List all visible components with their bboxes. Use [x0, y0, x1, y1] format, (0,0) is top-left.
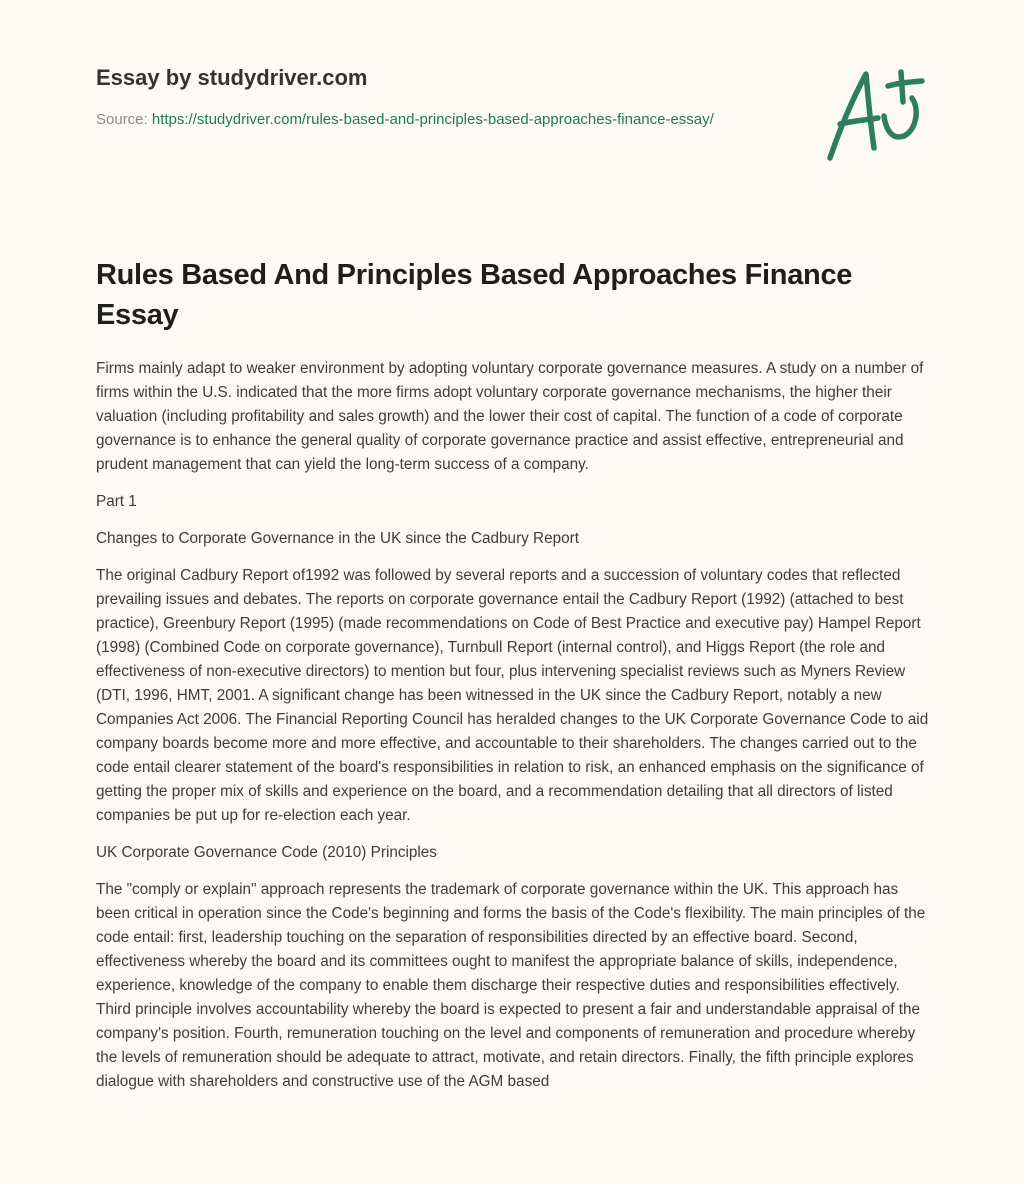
a-plus-icon	[818, 66, 930, 166]
source-label: Source:	[96, 111, 148, 128]
section-label: Part 1	[96, 493, 137, 510]
section-heading: UK Corporate Governance Code (2010) Principles	[96, 844, 437, 861]
body-paragraph: The "comply or explain" approach represents the trademark of corporate governance within the UK. This approach has been critical in operation since the Code's beginning and forms the basis of the Code's flexibility. The main principles of the code entail: first, leadership touching on the separation of responsibilities directed by an effective board. Second, effectiveness whereby the board and its committees ought to manifest the appropriate balance of skills, independence, experience, knowledge of the company to enable them discharge their respective duties and responsibilities effectively. Third principle involves accountability whereby the board is expected to present a fair and understandable appraisal of the company's position. Fourth, remuneration touching on the level and components of remuneration and procedure whereby the levels of remuneration should be adequate to attract, motivate, and retain directors. Finally, the fifth principle explores dialogue with shareholders and constructive use of the AGM based	[96, 881, 926, 1090]
article	[96, 255, 934, 1107]
site-title: Essay by studydriver.com	[96, 65, 368, 90]
source-line	[96, 108, 776, 132]
source-link[interactable]: https://studydriver.com/rules-based-and-principles-based-approaches-finance-essay/	[151, 111, 714, 128]
body-paragraph: The original Cadbury Report of1992 was followed by several reports and a succession of voluntary codes that reflected prevailing issues and debates. The reports on corporate governance entail the Cadbury Report (1992) (attached to best practice), Greenbury Report (1995) (made recommendations on Code of Best Practice and executive pay) Hampel Report (1998) (Combined Code on corporate governance), Turnbull Report (internal control), and Higgs Report (the role and effectiveness of non-executive directors) to mention but four, plus intervening specialist reviews such as Myners Review (DTI, 1996, HMT, 2001. A significant change has been witnessed in the UK since the Cadbury Report, notably a new Companies Act 2006. The Financial Reporting Council has heralded changes to the UK Corporate Governance Code to aid company boards become more and more effective, and accountable to their shareholders. The changes carried out to the code entail clearer statement of the board's responsibilities in relation to risk, an enhanced emphasis on the significance of getting the proper mix of skills and experience on the board, and a recommendation detailing that all directors of listed companies be put up for re-election each year.	[96, 567, 929, 824]
page-title: Rules Based And Principles Based Approaches Finance Essay	[96, 259, 853, 331]
intro-paragraph: Firms mainly adapt to weaker environment by adopting voluntary corporate governance measures. A study on a number of firms within the U.S. indicated that the more firms adopt voluntary corporate governance mechanisms, the higher their valuation (including profitability and sales growth) and the lower their cost of capital. The function of a code of corporate governance is to enhance the general quality of corporate governance practice and assist effective, entrepreneurial and prudent management that can yield the long-term success of a company.	[96, 360, 924, 473]
page-header	[96, 62, 776, 132]
section-heading: Changes to Corporate Governance in the UK since the Cadbury Report	[96, 530, 579, 547]
